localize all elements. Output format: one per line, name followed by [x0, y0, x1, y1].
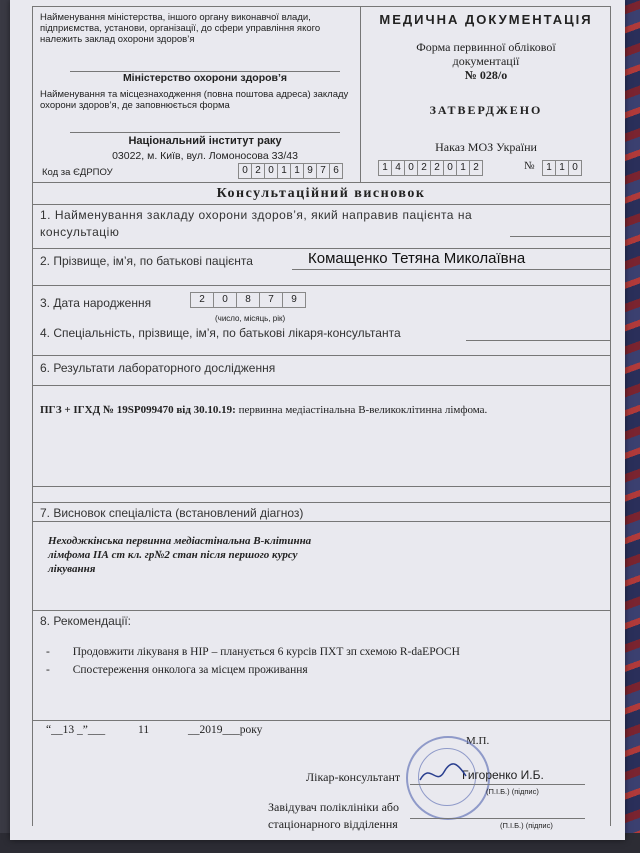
facility-address: 03022, м. Київ, вул. Ломоносова 33/43 — [112, 150, 298, 162]
edrpou-digit: 9 — [304, 163, 317, 179]
header-divider — [360, 6, 361, 182]
seal-place: М.П. — [466, 735, 490, 747]
frame-top — [32, 6, 610, 7]
edrpou-digit: 0 — [265, 163, 278, 179]
head-hint: (П.І.Б.) (підпис) — [500, 821, 553, 830]
head-line — [410, 818, 585, 819]
birth-date-digit: 8 — [237, 292, 260, 308]
rec-2-dash: - — [46, 664, 50, 676]
edrpou-digit: 7 — [317, 163, 330, 179]
section-4-line — [466, 340, 610, 341]
approved-label: ЗАТВЕРДЖЕНО — [429, 103, 543, 117]
lab-results — [40, 404, 610, 416]
med-doc-title: МЕДИЧНА ДОКУМЕНТАЦІЯ — [379, 12, 593, 27]
number-sign: № — [524, 160, 535, 172]
edrpou-digit: 6 — [330, 163, 343, 179]
doctor-name: Гигоренко И.Б. — [462, 768, 544, 782]
birth-date-digit: 7 — [260, 292, 283, 308]
order-date-digit: 1 — [457, 160, 470, 176]
doctor-signature — [418, 760, 468, 786]
rec-2-text: Спостереження онколога за місцем проживання — [72, 664, 308, 676]
head-label-2: стаціонарного відділення — [268, 817, 398, 831]
section-8-label: 8. Рекомендації: — [40, 614, 131, 628]
doctor-label: Лікар-консультант — [306, 770, 401, 784]
date-day: “__13 _”___ — [46, 724, 106, 736]
birth-date-digit: 0 — [214, 292, 237, 308]
consultation-form — [10, 0, 625, 840]
birth-date-hint: (число, місяць, рік) — [215, 314, 286, 323]
section-7-underline — [32, 521, 610, 522]
form-line-1: Форма первинної облікової — [416, 40, 556, 54]
order-number-digit: 1 — [556, 160, 569, 176]
form-number: № 028/о — [464, 68, 508, 82]
rec-1-text: Продовжити лікуваня в НІР – планується 6 курсів ПХТ зп схемою R-daEPOCH — [72, 646, 460, 658]
section-2-label: 2. Прізвище, ім’я, по батькові пацієнта — [40, 254, 253, 268]
header-bottom-line — [32, 182, 610, 183]
frame-left — [32, 6, 33, 826]
rec-1-dash: - — [46, 646, 50, 658]
facility-name: Національний інститут раку — [128, 135, 282, 147]
section-1-line — [510, 236, 610, 237]
order-date-digit: 2 — [470, 160, 483, 176]
section-7-bottom — [32, 610, 610, 611]
birth-date-digit: 2 — [190, 292, 214, 308]
section-6-line-2 — [32, 486, 610, 487]
owner-value: Міністерство охорони здоров’я — [122, 72, 288, 84]
frame-right — [610, 6, 611, 826]
patient-name: Комащенко Тетяна Миколаївна — [308, 250, 526, 267]
patient-name-line — [292, 269, 610, 270]
section-6-label: 6. Результати лабораторного дослідження — [40, 361, 276, 375]
edrpou-digit: 0 — [238, 163, 252, 179]
order-date-digit: 2 — [431, 160, 444, 176]
section-1-label: 1. Найменування закладу охорони здоров’я, який направив пацієнта на консультацію — [40, 208, 473, 239]
edrpou-digit: 1 — [291, 163, 304, 179]
order-date-digit: 1 — [378, 160, 392, 176]
section-2-bottom — [32, 285, 610, 286]
order-number-digit: 0 — [569, 160, 582, 176]
section-6-underline — [32, 385, 610, 386]
order-date-digit: 2 — [418, 160, 431, 176]
order-number — [542, 160, 582, 176]
lab-results-text: первинна медіастінальна В-великоклітинна лімфома. — [235, 404, 488, 416]
edrpou-code — [238, 163, 343, 179]
edrpou-label: Код за ЄДРПОУ — [42, 167, 113, 178]
order-number-digit: 1 — [542, 160, 556, 176]
birth-date-digit: 9 — [283, 292, 306, 308]
form-line-2: документації — [452, 54, 520, 68]
title-underline — [32, 204, 610, 205]
diagnosis-line-1: Неходжкінська первинна медіастінальна В-клітинна — [48, 535, 312, 547]
lab-results-ref: ПГЗ + ІГХД № 19SP099470 від 30.10.19: — [40, 404, 236, 416]
diagnosis-line-3: лікування — [48, 563, 96, 575]
birth-date — [190, 292, 306, 308]
section-3-label: 3. Дата народження — [40, 296, 152, 310]
section-4-bottom — [32, 355, 610, 356]
date-month: 11 — [138, 724, 150, 736]
order-label: Наказ МОЗ України — [435, 140, 537, 154]
diagnosis-line-2: лімфома ІІА ст кл. гр№2 стан після першого курсу — [48, 549, 298, 561]
edrpou-digit: 2 — [252, 163, 265, 179]
edrpou-digit: 1 — [278, 163, 291, 179]
head-label-1: Завідувач поліклініки або — [268, 800, 400, 814]
section-6-bottom — [32, 502, 610, 503]
order-date-digit: 0 — [405, 160, 418, 176]
order-date-digit: 0 — [444, 160, 457, 176]
doctor-hint: (П.І.Б.) (підпис) — [486, 787, 539, 796]
section-8-bottom — [32, 720, 610, 721]
order-date-digit: 4 — [392, 160, 405, 176]
section-7-label: 7. Висновок спеціаліста (встановлений діагноз) — [40, 506, 304, 520]
recommendation-2 — [46, 664, 308, 676]
doc-title: Консультаційний висновок — [216, 186, 426, 201]
section-4-label: 4. Спеціальність, прізвище, ім’я, по батькові лікаря-консультанта — [40, 326, 401, 340]
order-date — [378, 160, 483, 176]
diagnosis — [48, 534, 311, 576]
facility-line — [70, 132, 340, 133]
facility-label: Найменування та місцезнаходження (повна поштова адреса) закладу охорони здоров’я, де заповнюється форма — [40, 89, 349, 111]
date-year: __2019___року — [188, 724, 263, 736]
recommendation-1 — [46, 646, 460, 658]
section-1-bottom — [32, 248, 610, 249]
owner-label: Найменування міністерства, іншого органу виконавчої влади, підприємства, установи, організації, до сфери управління якого належить заклад охорони здоров’я — [40, 12, 321, 45]
